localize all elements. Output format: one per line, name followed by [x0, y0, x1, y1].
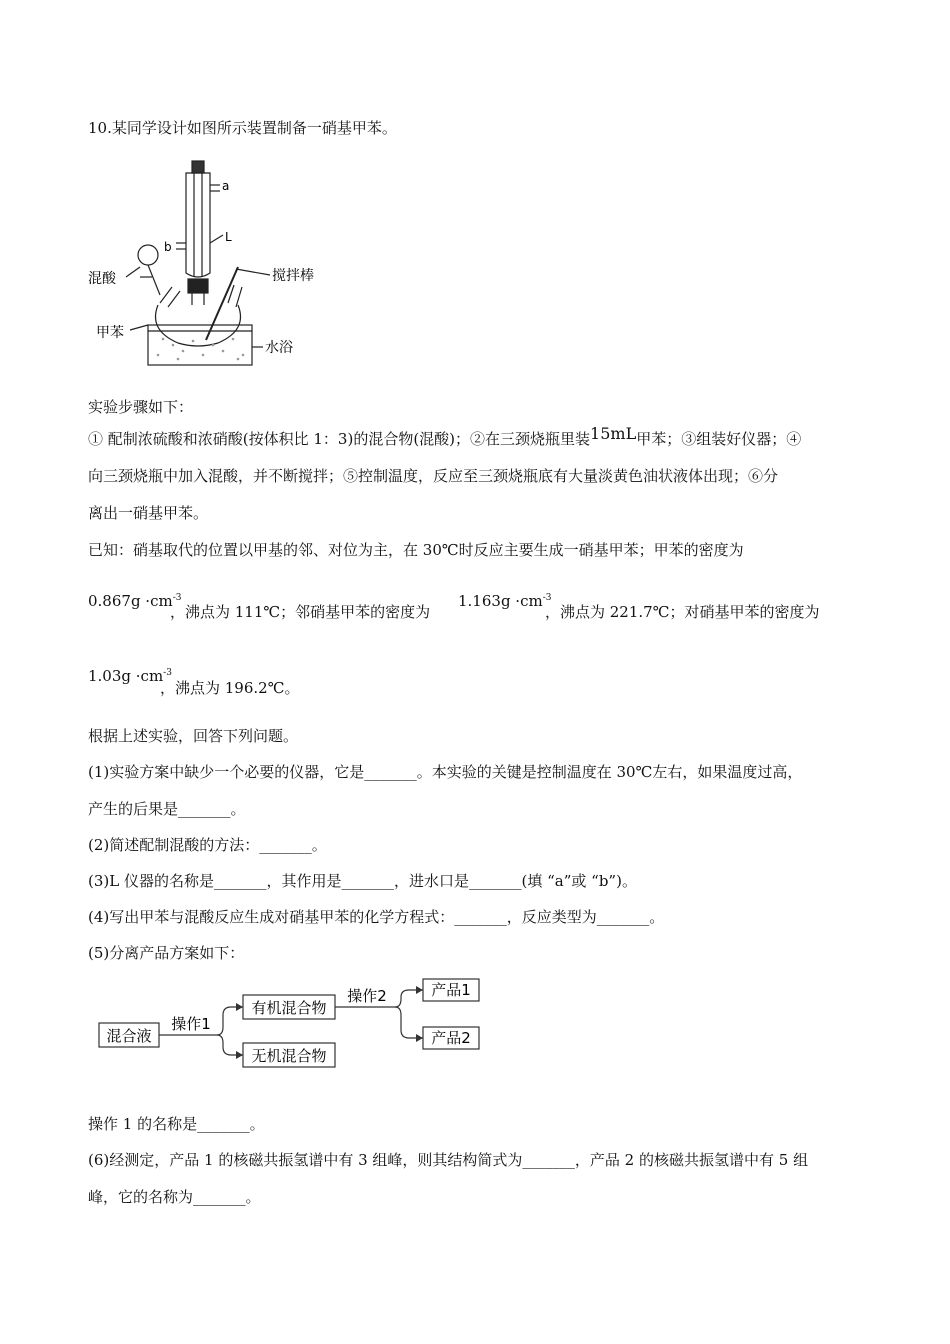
flow-op2: 操作2: [347, 987, 387, 1005]
known-density-2: $1.163g \cdot cm^{-3}$: [458, 592, 552, 610]
question-3: (3)L 仪器的名称是_______，其作用是_______，进水口是_______(填 “a”或 “b”)。: [88, 872, 637, 890]
questions-intro: 根据上述实验，回答下列问题。: [88, 727, 299, 745]
operation-1-question: 操作 1 的名称是_______。: [88, 1115, 265, 1133]
label-water-bath: 水浴: [265, 340, 293, 356]
steps-line-2: 向三颈烧瓶中加入混酸，并不断搅拌；⑤控制温度，反应至三颈烧瓶底有大量淡黄色油状液体出现；⑥分: [88, 467, 779, 485]
question-2: (2)简述配制混酸的方法：_______。: [88, 836, 327, 854]
steps-line-3: 离出一硝基甲苯。: [88, 504, 209, 522]
separation-flowchart: [95, 975, 495, 1080]
known-line-3-end: ，沸点为 196.2℃。: [160, 679, 300, 697]
question-4: (4)写出甲苯与混酸反应生成对硝基甲苯的化学方程式：_______，反应类型为_______。: [88, 908, 665, 926]
question-1a: (1)实验方案中缺少一个必要的仪器，它是_______。本实验的关键是控制温度在 30℃左右，如果温度过高，: [88, 763, 803, 781]
question-1b: 产生的后果是_______。: [88, 800, 246, 818]
question-title: 10.某同学设计如图所示装置制备一硝基甲苯。: [88, 119, 397, 137]
question-6a: (6)经测定，产品 1 的核磁共振氢谱中有 3 组峰，则其结构简式为_______，产品 2 的核磁共振氢谱中有 5 组: [88, 1151, 809, 1169]
label-b: b: [164, 240, 172, 254]
known-line-2-end: ，沸点为 221.7℃；对硝基甲苯的密度为: [545, 603, 820, 621]
label-L: L: [225, 230, 232, 244]
flow-inorganic: 无机混合物: [251, 1047, 327, 1065]
label-mixed-acid: 混酸: [88, 271, 116, 287]
steps-heading: 实验步骤如下：: [88, 398, 194, 416]
flow-product1: 产品1: [431, 981, 471, 999]
question-5: (5)分离产品方案如下：: [88, 944, 245, 962]
steps-line-1: ① 配制浓硫酸和浓硝酸(按体积比 1：3)的混合物(混酸)；②在三颈烧瓶里装15mL甲苯；③组装好仪器；④: [88, 424, 802, 448]
label-a: a: [222, 179, 230, 193]
label-toluene: 甲苯: [96, 325, 124, 341]
apparatus-diagram: [88, 155, 328, 370]
known-density-3: $1.03g \cdot cm^{-3}$: [88, 667, 172, 685]
known-line-2-mid: ，沸点为 111℃；邻硝基甲苯的密度为: [170, 603, 431, 621]
flow-organic: 有机混合物: [251, 999, 327, 1017]
known-density-1: $0.867g \cdot cm^{-3}$: [88, 592, 182, 610]
flow-mixture: 混合液: [106, 1027, 152, 1045]
label-stirrer: 搅拌棒: [272, 268, 314, 284]
flow-product2: 产品2: [431, 1029, 471, 1047]
flow-op1: 操作1: [171, 1015, 211, 1033]
question-6b: 峰，它的名称为_______。: [88, 1188, 261, 1206]
known-line-1: 已知：硝基取代的位置以甲基的邻、对位为主，在 30℃时反应主要生成一硝基甲苯；甲苯的密度为: [88, 541, 744, 559]
